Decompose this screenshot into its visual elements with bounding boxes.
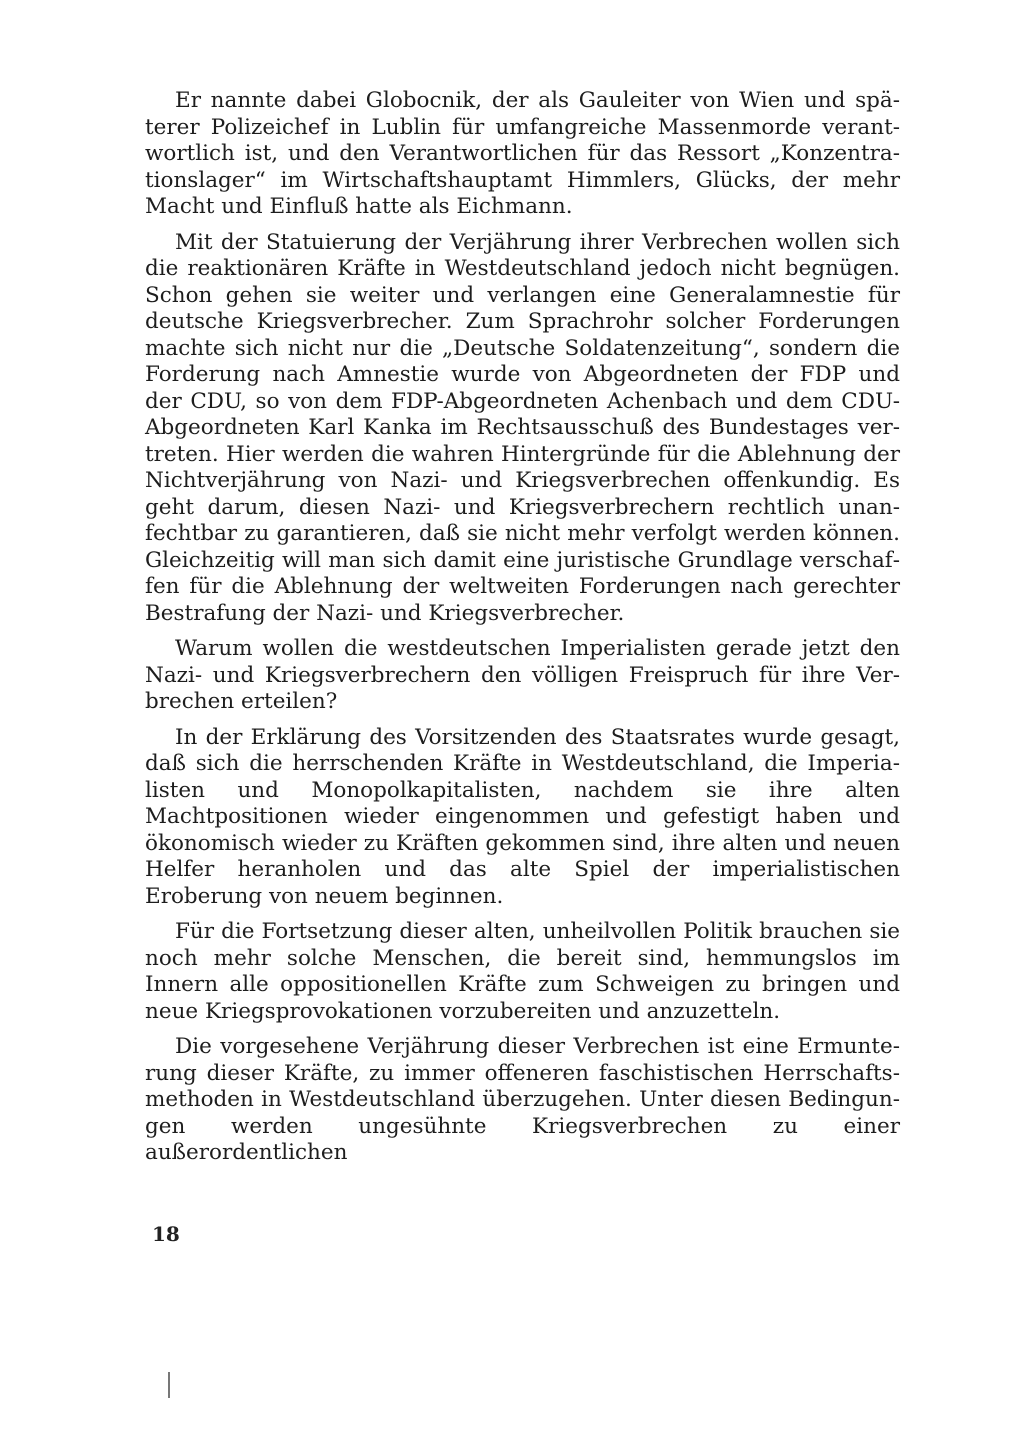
paragraph-3: Warum wollen die westdeutschen Imperialisten gerade jetzt den Nazi- und Kriegsverbrechern den völligen Freispruch für ihre Verbrechen erteilen?	[145, 636, 900, 714]
paragraph-2: Mit der Statuierung der Verjährung ihrer Verbrechen wollen sich die reaktionären Kräfte in Westdeutschland jedoch nicht begnügen. Schon gehen sie weiter und verlangen eine Generalamnestie für deutsche Kriegsverbrecher. Zum Sprachrohr solcher Forderungen machte sich nicht nur die „Deutsche Soldatenzeitung“, sondern die Forderung nach Amnestie wurde von Abgeordneten der FDP und der CDU, so von dem FDP-Abgeordneten Achenbach und dem CDU-Abgeordneten Karl Kanka im Rechtsausschuß des Bundestages vertreten. Hier werden die wahren Hintergründe für die Ablehnung der Nichtverjährung von Nazi- und Kriegsverbrechen offenkundig. Es geht darum, diesen Nazi- und Kriegsverbrechern rechtlich unanfechtbar zu garantieren, daß sie nicht mehr verfolgt werden können. Gleichzeitig will man sich damit eine juristische Grundlage verschaffen für die Ablehnung der weltweiten Forderungen nach gerechter Bestrafung der Nazi- und Kriegsverbrecher.	[145, 229, 900, 626]
paragraph-1: Er nannte dabei Globocnik, der als Gauleiter von Wien und späterer Polizeichef in Lublin für umfangreiche Massenmorde verantwortlich ist, und den Verantwortlichen für das Ressort „Konzentrationslager“ im Wirtschaftshauptamt Himmlers, Glücks, der mehr Macht und Einfluß hatte als Eichmann.	[145, 88, 900, 219]
scan-artifact-line	[168, 1372, 170, 1398]
paragraph-6: Die vorgesehene Verjährung dieser Verbrechen ist eine Ermunterung dieser Kräfte, zu immer offeneren faschistischen Herrschaftsmethoden in Westdeutschland überzugehen. Unter diesen Bedingungen werden ungesühnte Kriegsverbrechen zu einer außerordentlichen	[145, 1034, 900, 1165]
paragraph-5: Für die Fortsetzung dieser alten, unheilvollen Politik brauchen sie noch mehr solche Menschen, die bereit sind, hemmungslos im Innern alle oppositionellen Kräfte zum Schweigen zu bringen und neue Kriegsprovokationen vorzubereiten und anzuzetteln.	[145, 919, 900, 1024]
paragraph-4: In der Erklärung des Vorsitzenden des Staatsrates wurde gesagt, daß sich die herrschenden Kräfte in Westdeutschland, die Imperialisten und Monopolkapitalisten, nachdem sie ihre alten Machtpositionen wieder eingenommen und gefestigt haben und ökonomisch wieder zu Kräften gekommen sind, ihre alten und neuen Helfer heranholen und das alte Spiel der imperialistischen Eroberung von neuem beginnen.	[145, 724, 900, 909]
page-body	[145, 88, 900, 1167]
page-number: 18	[152, 1222, 180, 1246]
